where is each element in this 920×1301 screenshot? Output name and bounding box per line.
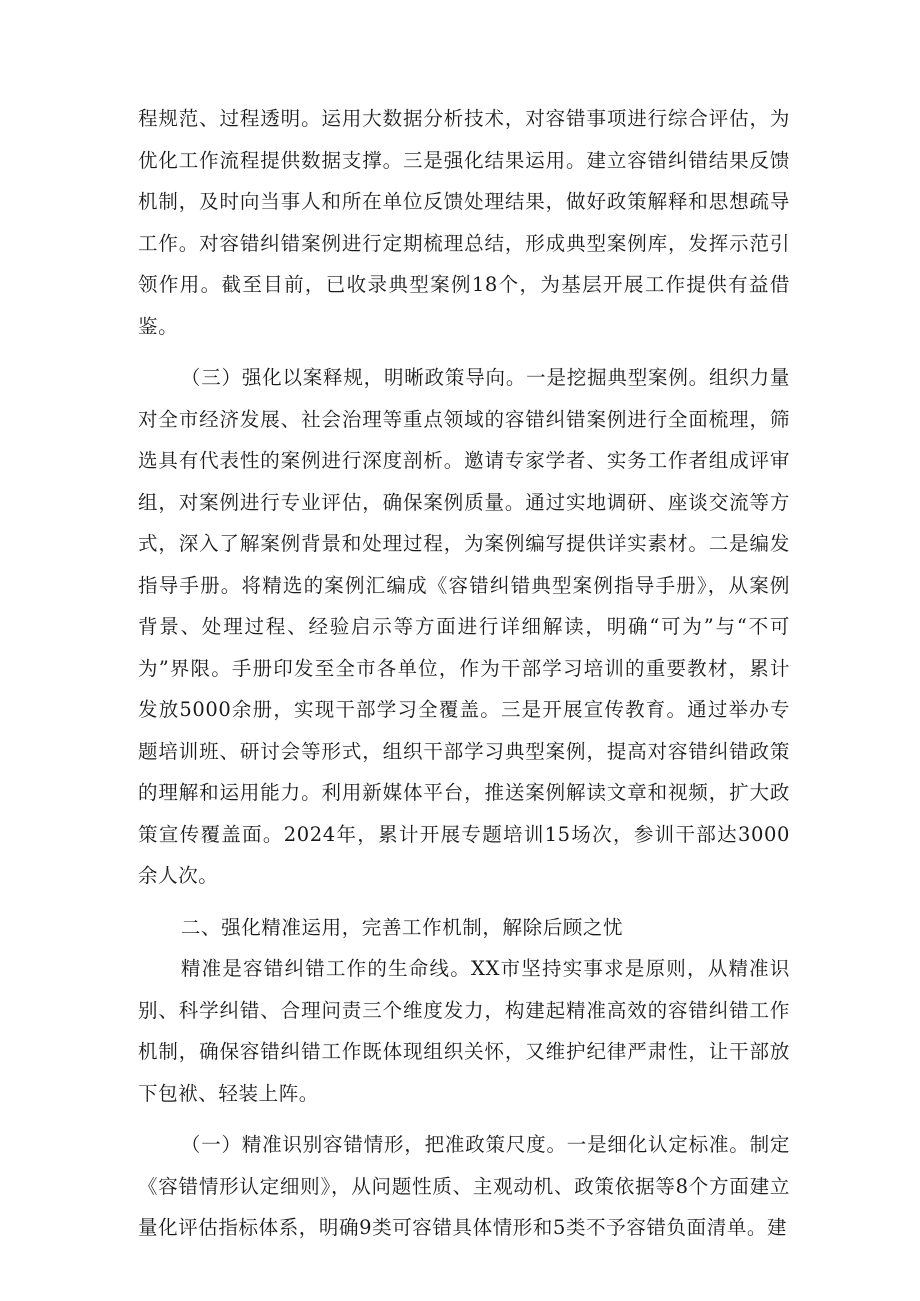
paragraph-part-two-intro: 精准是容错纠错工作的生命线。XX市坚持实事求是原则，从精准识别、科学纠错、合理问责三个维度发力，构建起精准高效的容错纠错工作机制，确保容错纠错工作既体现组织关怀，又维护纪律严肃性，让干部放下包袱、轻装上阵。 [138, 957, 790, 1105]
paragraph-subsection-one: （一）精准识别容错情形，把准政策尺度。一是细化认定标准。制定《容错情形认定细则》，从问题性质、主观动机、政策依据等8个方面建立量化评估指标体系，明确9类可容错具体情形和5类不予容错负面清单。建 [138, 1133, 790, 1239]
document-body [138, 98, 790, 1249]
paragraph-section-three: （三）强化以案释规，明晰政策导向。一是挖掘典型案例。组织力量对全市经济发展、社会治理等重点领域的容错纠错案例进行全面梳理，筛选具有代表性的案例进行深度剖析。邀请专家学者、实务工作者组成评审组，对案例进行专业评估，确保案例质量。通过实地调研、座谈交流等方式，深入了解案例背景和处理过程，为案例编写提供详实素材。二是编发指导手册。将精选的案例汇编成《容错纠错典型案例指导手册》，从案例背景、处理过程、经验启示等方面进行详细解读，明确“可为”与“不可为”界限。手册印发至全市各单位，作为干部学习培训的重要教材，累计发放5000余册，实现干部学习全覆盖。三是开展宣传教育。通过举办专题培训班、研讨会等形式，组织干部学习典型案例，提高对容错纠错政策的理解和运用能力。利用新媒体平台，推送案例解读文章和视频，扩大政策宣传覆盖面。2024年，累计开展专题培训15场次，参训干部达3000余人次。 [138, 366, 790, 887]
paragraph-continuation: 程规范、过程透明。运用大数据分析技术，对容错事项进行综合评估，为优化工作流程提供数据支撑。三是强化结果运用。建立容错纠错结果反馈机制，及时向当事人和所在单位反馈处理结果，做好政策解释和思想疏导工作。对容错纠错案例进行定期梳理总结，形成典型案例库，发挥示范引领作用。截至目前，已收录典型案例18个，为基层开展工作提供有益借鉴。 [138, 107, 790, 338]
heading-part-two: 二、强化精准运用，完善工作机制，解除后顾之忧 [180, 915, 624, 939]
